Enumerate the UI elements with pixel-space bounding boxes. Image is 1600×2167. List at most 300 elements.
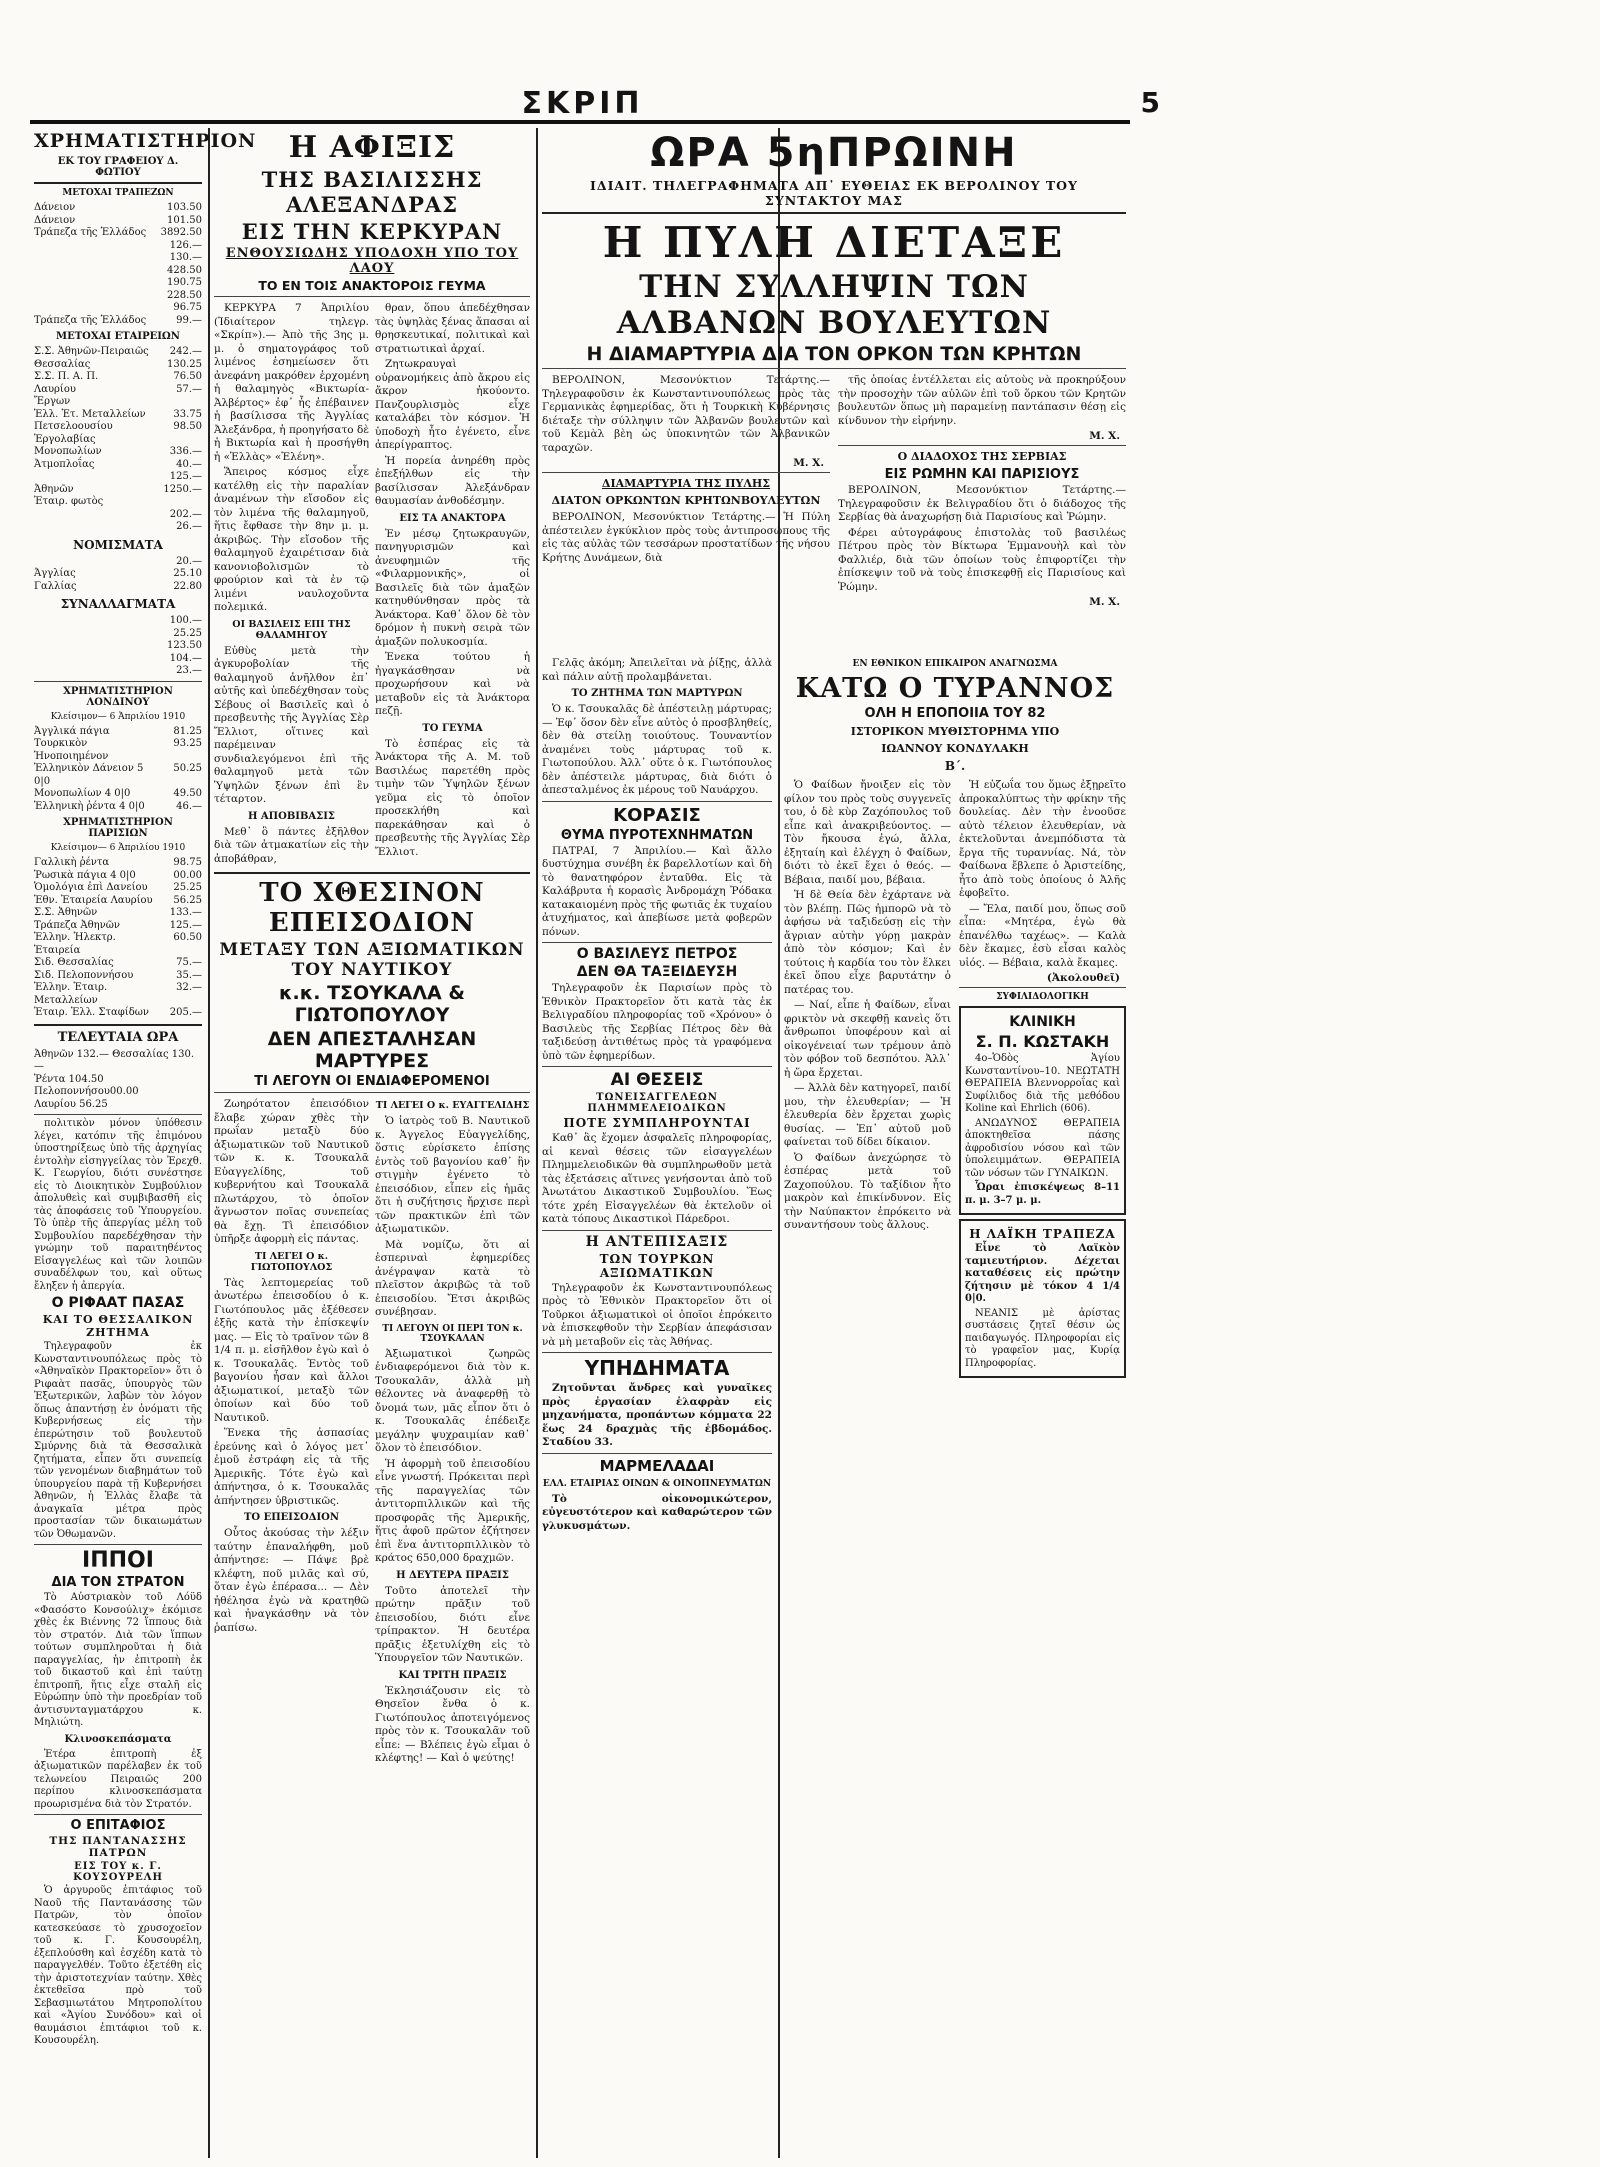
price-value: 81.25 [173,725,202,737]
article-text: Ὁ Φαίδων ἀνεχώρησε τὸ ἑσπέρας μετὰ τοῦ Ζαχοπούλου. Τὸ ταξίδιον ἦτο μακρὸν καὶ ἐπικίνδυνον. Εἰς τὴν Ναύπακτον ἐπρόκειτο νὰ συναντήσουν τοὺς ἄλλους. [784,1151,951,1231]
gate-subheadline: Η ΔΙΑΜΑΡΤΥΡΙΑ ΔΙΑ ΤΟΝ ΟΡΚΟΝ ΤΩΝ ΚΡΗΤΩΝ [586,343,1082,365]
price-row [34,726,202,739]
berlin-article-left [542,372,830,610]
price-row [34,434,202,447]
price-label: Ἑλληνικὴ ῥέντα 4 0|0 [34,800,145,812]
price-value: 123.50 [167,640,202,651]
price-value: 40.— [176,458,202,470]
london-title: ΧΡΗΜΑΤΙΣΤΗΡΙΟΝ ΛΟΝΔΙΝΟΥ [63,685,173,708]
article-text: Καθ᾽ ἃς ἔχομεν ἀσφαλεῖς πληροφορίας, αἱ κεναὶ θέσεις τῶν εἰσαγγελέων Πλημμελειοδικῶν θὰ συμπληρωθοῦν μετὰ τὰς ἐξετάσεις αἵτινες γενήσονται ἀπὸ τοῦ Ἀνωτάτου Δικαστικοῦ Συμβουλίου. Ἕως τότε χρέη Εἰσαγγελέων θὰ ἐκτελοῦν οἱ κατὰ τόπους Δικαστικοὶ Πάρεδροι. [542,1132,772,1225]
serbia-title-2: ΕΙΣ ΡΩΜΗΝ ΚΑΙ ΠΑΡΙΣΙΟΥΣ [884,467,1080,482]
paris-date: Κλείσιμον— 6 Ἀπριλίου 1910 [50,843,186,853]
article-text: Ἐν μέσῳ ζητωκραυγῶν, πανηγυρισμῶν καὶ ἀνευφημιῶν τῆς «Φιλαρμονικῆς», οἱ Βασιλεῖς διὰ τῶν ἀμαξῶν κατηυθύνθησαν πρὸς τὰ Ἀνάκτορα. Καθ᾽ ὅλον δὲ τὸν δρόμον ἡ πυκνὴ σειρὰ τῶν ἀμαξῶν πολυκοσμία. [375,527,530,648]
price-row [34,907,202,920]
price-value: 190.75 [167,277,202,288]
article-text: — Ἀλλὰ δὲν κατηγορεῖ, παιδί μου, τὴν ἐλευθερίαν; — Ἡ ἐλευθερία δὲν ἔρχεται χωρὶς θυσίας. — Ἐπ᾽ αὐτοῦ μοῦ φαίνεται τοῦ δίδει δίκαιον. [784,1082,951,1148]
divider [34,1114,202,1115]
paris-title: ΧΡΗΜΑΤΙΣΤΗΡΙΟΝ ΠΑΡΙΣΙΩΝ [63,817,173,839]
divider [34,681,202,682]
price-label: Ἑλλην. Ἑταιρ. Μεταλλείων [34,982,108,1006]
article-text: Ἡ πορεία ἀνηρέθη πρὸς ἐπεξήλθων εἰς τὴν βασίλισσαν Ἀλεξάνδραν θαυμασίαν ἀνθοδέσμην. [375,454,530,507]
divider [542,801,772,802]
column-serial [784,655,1126,2155]
price-value: 1250.— [163,483,202,495]
price-value: 336.— [169,446,202,457]
price-row [34,982,202,1007]
price-label: Ἀθηνῶν [34,483,74,495]
price-row [34,346,202,359]
article-text: πολιτικὸν μόνον ὑπόθεσιν λέγει, κατόπιν τῆς ἐπιμόνου ὑποστηρίξεως ὑπὸ τῆς ἀρχηγίας ἐντολὴν εἰσηγγείλας τὸν Ἐρεχθ. Κ. Γεωργίου, διότι συνέστησε εἰς τὸ Διοικητικὸν Συμβούλιον ἀπολυθεὶς καὶ συμβιβασθῆ εἰς τὰς ἀποφάσεις τοῦ Ὑπουργείου. Τὸ ὑπὲρ τῆς ἀπεργίας μέλη τοῦ Συμβουλίου παρεδέχθησαν τὴν γνώμην τοῦ παραιτηθέντος Εἰσαγγελέως καὶ τῶν λοιπῶν συναδέλφων του, καὶ οὕτως ἔληξεν ἡ ἀπεργία. [34,1118,202,1292]
price-value: 25.10 [173,568,202,579]
serial-chapter: Β΄. [944,759,966,773]
article-text: ΒΕΡΟΛΙΝΟΝ, Μεσονύκτιον Τετάρτης.— Ἡ Πύλη ἀπέστειλεν ἐγκύκλιον πρὸς τοὺς ἀντιπροσώπους τῆς εἰς τὰς αὐλὰς τῶν τεσσάρων προστατίδων τῆς νήσου Κρήτης Δυνάμεων, διὰ [542,511,830,564]
price-row [34,640,202,653]
price-row [34,227,202,240]
price-label: Ἔργων [34,396,71,407]
subhead: Η ΑΠΟΒΙΒΑΣΙΣ [247,810,335,822]
divider [34,1024,202,1026]
price-row [34,302,202,315]
epitaph-subtitle: ΤΗΣ ΠΑΝΤΑΝΑΣΣΗΣ ΠΑΤΡΩΝ [49,1835,187,1859]
queen-title-2: ΤΗΣ ΒΑΣΙΛΙΣΣΗΣ ΑΛΕΞΑΝΔΡΑΣ [261,167,483,217]
article-text: Ζητωκραυγαὶ οὐρανομήκεις ἀπὸ ἄκρου εἰς ἄκρον ἠκούοντο. Πανζουρλισμὸς εἶχε καταλάβει τὸν κόσμον. Ἡ ὑποδοχὴ ἦτο ἐγένετο, εἶνε ἀπερίγραπτος. [375,358,530,451]
price-label: Σιδ. Θεσσαλίας [34,957,114,968]
incident-article [214,1096,530,1768]
article-text: τῆς ὁποίας ἐντέλλεται εἰς αὐτοὺς νὰ προκηρύξουν τὴν προσοχὴν τῶν αὐλῶν ἐπὶ τοῦ ὅρκου τῶν Κρητῶν βουλευτῶν ὅπως μὴ παραμείνῃ παντάπασιν θέσῃ εἰς κίνδυνον τὴν εἰρήνην. [838,374,1126,427]
article-text: Τηλεγραφοῦν ἐκ Κωνσταντινουπόλεως πρὸς τὸ Ἐθνικὸν Πρακτορεῖον ὅτι οἱ Τοῦρκοι ἀξιωματικοὶ οἱ ὁποῖοι ἐπρόκειτο νὰ ἐπισκεφθοῦν τὴν Σερβίαν ἀπεφάσισαν νὰ μὴ μεταβοῦν εἰς τὰς Ἀθήνας. [542,1281,772,1348]
price-row [34,882,202,895]
rifaat-subtitle: ΚΑΙ ΤΟ ΘΕΣΣΑΛΙΚΟΝ ΖΗΤΗΜΑ [42,1313,194,1339]
article-text: Ὁ ἀργυροῦς ἐπιτάφιος τοῦ Ναοῦ τῆς Παντανάσσης τῶν Πατρῶν, τὸν ὁποῖον κατεσκεύασε τὸ χρυσοχοεῖον τοῦ κ. Γ. Κουσουρέλη, ἐξεπλούσθη καὶ ἐσχέδη κατὰ τὸ παραγγελθέν. Τοῦτο ἐξετέθη εἰς τὴν ἀριστοτεχνίαν ταύτην. Χθὲς ἐκτεθεῖσα πρὸ τοῦ Σεβασμιωτάτου Μητροπολίτου καὶ «Ἀγίου Συνόδου» καὶ οἱ θαυμάσιοι ἐπιτάφιοι τοῦ κ. Κουσουρέλη. [34,1885,202,2046]
serial-kicker: ΕΝ ΕΘΝΙΚΟΝ ΕΠΙΚΑΙΡΟΝ ΑΝΑΓΝΩΣΜΑ [852,659,1058,669]
price-label: Λαυρίου [34,383,76,395]
price-value: 98.50 [173,421,202,432]
price-label: Ῥωσικὰ πάγια 4 0|0 [34,869,136,881]
price-label: Ἑλλην. Ἠλεκτρ. Ἑταιρεία [34,932,116,956]
article-text: Ζωηρότατον ἐπεισόδιον ἔλαβε χώραν χθὲς τὴν πρωΐαν μεταξὺ δύο ἀξιωματικῶν τοῦ Ναυτικοῦ τῶν κ. κ. Τσουκαλᾶ Εὐαγγελίδης, τοῦ κυβερνήτου καὶ Τσουκαλᾶ πλωτάρχου, τὸ ὁποῖον ἄγνωστον ποῖας συνεπείας θὰ ἔχῃ. Τὶ ἐπεισόδιον ὑπῆρξε ἀφορμὴ εἰς πάντας. [214,1098,369,1245]
price-label: Σιδ. Πελοποννήσου [34,969,134,981]
article-text: Εὐθὺς μετὰ τὴν ἀγκυροβολίαν τῆς θαλαμηγοῦ ἀνῆλθον ἐπ᾽ αὐτῆς καὶ ὑπεδέχθησαν τοὺς Σέβους οἱ Βασιλεῖς καὶ ὁ πρεσβευτὴς τῆς Ἀγγλίας Σὲρ Ἔλλιοτ, οἵτινες καὶ παρέμειναν συνδιαλεγόμενοι ἐπὶ τῆς θαλαμηγοῦ μετὰ τῶν Ὑψηλῶν ξένων ἐπὶ ἓν τέταρτον. [214,644,369,805]
price-value: 75.— [176,957,202,968]
article-text: Ἀξιωματικοὶ ζωηρῶς ἐνδιαφερόμενοι διὰ τὸν κ. Τσουκαλᾶν, ἀλλὰ μὴ θέλοντες νὰ ἀναφερθῇ τὸ ὄνομά των, μᾶς εἶπον ὅτι ὁ κ. Τσουκαλᾶς ἐπέδειξε μεγάλην ψυχραιμίαν καθ᾽ ὅλον τὸ ἐπεισόδιον. [375,1347,530,1454]
divider [542,1230,772,1231]
price-row [34,252,202,265]
price-row [34,315,202,328]
article-text: Ἑτέρα ἐπιτροπὴ ἐξ ἀξιωματικῶν παρέλαβεν ἐκ τοῦ τελωνείου Πειραιῶς 200 περίπου κλινοσκεπάσματα προωρισμένα διὰ τὸν Στρατόν. [34,1748,202,1810]
price-row [34,396,202,409]
serial-body [784,777,1126,1382]
price-row [34,788,202,801]
price-row [34,446,202,459]
queen-title: Η ΑΦΙΞΙΣ [288,130,456,165]
subhead: ΤΙ ΛΕΓΟΥΝ ΟΙ ΠΕΡΙ ΤΟΝ κ. ΤΣΟΥΚΑΛΑΝ [382,1323,523,1344]
berlin-article [542,372,1126,610]
divider [542,472,830,473]
section-currency: ΝΟΜΙΣΜΑΤΑ [73,537,163,552]
divider [542,942,772,943]
price-value: 99.— [176,314,202,326]
article-text: Τὰς λεπτομερείας τοῦ ἀνωτέρω ἐπεισοδίου ὁ κ. Γιωτόπουλος μᾶς ἐξέθεσεν ἐξῆς κατὰ τὴν ἐπίσκεψίν μας. — Εἰς τὸ τραῖνον τῶν 8 1/4 π. μ. εἰσῆλθον ἐγὼ καὶ ὁ κ. Τσουκαλᾶς. Ἐντὸς τοῦ βαγονίου ἦσαν καὶ ἄλλοι ἀξιωματικοί, μεταξὺ τῶν ὁποίων καὶ δύο τοῦ Ναυτικοῦ. [214,1276,369,1424]
ad-text: ΝΕΑΝΙΣ μὲ ἀρίστας συστάσεις ζητεῖ θέσιν ὡς παιδαγωγός. Πληροφορίαι εἰς τὸ γραφεῖον μας, Κυρίᾳ Πληροφορίας. [965,1307,1120,1369]
queen-article [214,300,530,868]
last-hour-line: Ἀθηνῶν 132.— Θεσσαλίας 130.— [34,1048,195,1072]
column-market [34,128,257,2158]
clinic-doctor: Σ. Π. ΚΩΣΤΑΚΗ [975,1032,1110,1051]
price-label: Θεσσαλίας [34,358,91,370]
posts-title-3: ΠΟΤΕ ΣΥΜΠΛΗΡΟΥΝΤΑΙ [563,1116,751,1130]
article-text: Μὰ νομίζω, ὅτι αἱ ἑσπεριναὶ ἐφημερίδες ἀνέγραψαν κατὰ τὸ πλεῖστον ἀκριβῶς τὰ τοῦ ἐπεισοδίου. Ἔτσι ἀκριβῶς συνέβησαν. [375,1238,530,1318]
currency-list [34,556,202,594]
price-label: Ἐταιρ. φωτὸς [34,496,104,507]
epitaph-subtitle: ΕΙΣ ΤΟΥ κ. Γ. ΚΟΥΣΟΥΡΕΛΗ [73,1861,163,1883]
subhead: Η ΔΕΥΤΕΡΑ ΠΡΑΞΙΣ [396,1569,509,1581]
subhead: ΤΙ ΛΕΓΕΙ Ο κ. ΕΥΑΓΓΕΛΙΔΗΣ [375,1100,530,1111]
price-value: 205.— [169,1007,202,1018]
clinic-title: ΚΛΙΝΙΚΗ [1009,1014,1076,1030]
price-label: Ἐθν. Ἐταιρεία Λαυρίου [34,894,153,906]
serial-title: ΚΑΤΩ Ο ΤΥΡΑΝΝΟΣ [795,673,1115,704]
price-value: 242.— [169,346,202,357]
newspaper-name: ΣΚΡΙΠ [521,86,644,121]
price-row [34,568,202,581]
byline: Μ. Χ. [1089,596,1120,608]
loans-list [34,202,202,327]
incident-title: ΤΟ ΧΘΕΣΙΝΟΝ ΕΠΕΙΣΟΔΙΟΝ [259,878,485,938]
price-value: 23.— [176,665,202,676]
clinic-kicker: ΣΥΦΙΛΙΔΟΛΟΓΙΚΗ [996,992,1089,1002]
posts-title: ΑΙ ΘΕΣΕΙΣ [610,1070,704,1090]
price-value: 32.— [176,982,202,993]
bank-title: Η ΛΑΪΚΗ ΤΡΑΠΕΖΑ [969,1227,1116,1241]
price-value: 26.— [176,521,202,532]
price-row [34,509,202,522]
article-text: Τοῦτο ἀποτελεῖ τὴν πρώτην πρᾶξιν τοῦ ἐπεισοδίου, διότι εἶνε τρίπρακτον. Ἡ δευτέρα πρᾶξις ἐξετυλίχθη εἰς τὸ Ὑπουργεῖον τῶν Ναυτικῶν. [375,1584,530,1664]
subhead: ΤΟ ΓΕΥΜΑ [422,722,483,734]
price-value: 00.00 [173,869,202,881]
subhead: ΚΑΙ ΤΡΙΤΗ ΠΡΑΞΙΣ [398,1669,507,1681]
price-value: 57.— [176,383,202,395]
price-value: 428.50 [167,264,202,276]
price-value: 56.25 [173,894,202,906]
price-value: 228.50 [167,289,202,301]
price-row [34,801,202,814]
price-row [34,1007,202,1020]
price-label: Ἐργολαβίας [34,433,96,445]
price-label: Σ.Σ. Ἀθηνῶν [34,907,98,918]
price-row [34,215,202,228]
price-label: Ἀγγλίας [34,568,76,579]
divider [542,1453,772,1454]
byline: Μ. Χ. [1089,430,1120,442]
continued-note: (Ἀκολουθεῖ) [1046,972,1120,984]
article-text: — Ἔλα, παιδί μου, ὅπως σοῦ εἶπα: «Μητέρα, ἐγὼ θὰ ἐπανέλθω ταχέως». — Καλὰ δὲν ἔκαμες, ἐσὺ εἶσαι καλὸς υἱός. — Βέβαια, καλὰ ἔκαμες. [959,902,1126,969]
price-value: 60.50 [173,932,202,943]
subhead: ΤΙ ΛΕΓΕΙ Ο κ. ΓΙΩΤΟΠΟΥΛΟΣ [250,1250,333,1273]
serial-body-right [959,777,1126,1382]
price-label: Δάνειον [34,202,76,213]
horses-title: ΙΠΠΟΙ [82,1548,154,1573]
article-text: — Ναί, εἶπε ἡ Φαίδων, εἶναι φρικτὸν νὰ σκεφθῇ κανεὶς ὅτι ἄνθρωποι ὑποφέρουν καὶ αἱ οἰκογένειαί των τρέμουν ἀπὸ τὸν φόβον τοῦ δεσπότου. Ἀλλ᾽ ἡ ὥρα ἔρχεται. [784,999,951,1079]
price-value: 103.50 [167,202,202,213]
column-queen [214,128,530,2158]
divider [838,445,1126,446]
price-value: 104.— [169,652,202,664]
price-label: Τράπεζα τῆς Ἑλλάδος [34,227,147,238]
price-row [34,895,202,908]
gate-headline: Η ΠΥΛΗ ΔΙΕΤΑΞΕ [602,218,1066,267]
paris-list [34,857,202,1020]
korasis-subtitle: ΘΥΜΑ ΠΥΡΟΤΕΧΝΗΜΑΤΩΝ [560,827,754,843]
price-value [156,434,202,447]
price-label: Τράπεζα τῆς Ἑλλάδος [34,314,147,326]
price-row [34,202,202,215]
price-row [34,265,202,278]
price-row [34,496,202,509]
price-row [34,277,202,290]
london-list [34,726,202,814]
article-text: Γελᾷς ἀκόμη; Ἀπειλεῖται νὰ ῥίξῃς, ἀλλὰ καὶ πάλιν αὐτῇ προλαμβάνεται. [542,657,772,683]
serbia-title: Ο ΔΙΑΔΟΧΟΣ ΤΗΣ ΣΕΡΒΙΑΣ [897,450,1067,463]
price-row [34,957,202,970]
article-text: Ἐκλησιάζουσιν εἰς τὸ Θησεῖον ἔνθα ὁ κ. Γιωτόπουλος ἀποτειγόμενος πρὸς τὸν κ. Τσουκαλᾶν τοῦ εἶπε: — Βλέπεις ἐγὼ εἶμαι ὁ κλέφτης! — Καὶ ὁ ψεύτης! [375,1684,530,1764]
incident-title-4: ΔΕΝ ΑΠΕΣΤΑΛΗΣΑΝ ΜΑΡΤΥΡΕΣ [267,1028,477,1072]
article-text: Μεθ᾽ ὃ πάντες ἐξῆλθον διὰ τῶν ἀτμακατίων εἰς τὴν ἀποβάθραν, [214,825,369,865]
bank-ad [959,1219,1126,1378]
price-value: 130.— [169,252,202,263]
incident-subtitle: ΤΙ ΛΕΓΟΥΝ ΟΙ ΕΝΔΙΑΦΕΡΟΜΕΝΟΙ [254,1074,490,1089]
article-text: ΒΕΡΟΛΙΝΟΝ, Μεσονύκτιον Τετάρτης.— Τηλεγραφοῦσιν ἐκ Κωνσταντινουπόλεως πρὸς τὰς Γερμανικὰς ἐφημερίδας, ὅτι ἡ Τουρκικὴ Κυβέρνησις διέταξε τὴν σύλληψιν τῶν Ἀλβανῶν βουλευτῶν καὶ τοῦ Κεμὰλ βὲη ὡς ὑποκινητῶν τῶν Ἀλβανικῶν ταραχῶν. [542,374,830,454]
price-value: 130.25 [167,358,202,370]
marmalade-subtitle: ΕΛΛ. ΕΤΑΙΡΙΑΣ ΟΙΝΩΝ & ΟΙΝΟΠΝΕΥΜΑΤΩΝ [542,1478,772,1489]
divider [542,368,1126,369]
price-value: 100.— [169,615,202,626]
price-row [34,738,202,763]
incident-title-2: ΜΕΤΑΞΥ ΤΩΝ ΑΞΙΩΜΑΤΙΚΩΝ ΤΟΥ ΝΑΥΤΙΚΟΥ [219,940,525,980]
article-text: Ὁ Φαίδων ἤνοιξεν εἰς τὸν φίλον του πρὸς τοὺς συγγενεῖς του, ὁ δὲ κὺρ Ζαχόπουλος τοῦ εἶπε καὶ ἀνακριβεύοντος. — Τὸν ἤκουσα ἐγώ, ἄλλα, ἐξηταίη καὶ ἐλέγχη ὁ Φαίδων, διότι τὸ ἐκεῖ ἔχει ὁ θεός. — Βέβαια, παιδί μου, βέβαια. [784,779,951,886]
price-row [34,359,202,372]
queen-subtitle-2: ΤΟ ΕΝ ΤΟΙΣ ΑΝΑΚΤΟΡΟΙΣ ΓΕΥΜΑ [258,278,486,293]
price-row [34,920,202,933]
price-label: Δάνειον [34,214,76,226]
companies-list [34,346,202,534]
incident-title-3: κ.κ. ΤΣΟΥΚΑΛΑ & ΓΙΩΤΟΠΟΥΛΟΥ [279,982,465,1026]
peter-title: Ο ΒΑΣΙΛΕΥΣ ΠΕΤΡΟΣ [576,946,738,962]
price-value: 20.— [176,555,202,567]
article-text: ΒΕΡΟΛΙΝΟΝ, Μεσονύκτιον Τετάρτης.— Τηλεγραφοῦσιν ἐκ Βελιγραδίου ὅτι ὁ διάδοχος τῆς Σερβίας θὰ ἀναχωρήσῃ διὰ Παρισίους καὶ Ῥώμην. [838,484,1126,523]
article-text: Ἡ εὐζωΐα του ὅμως ἐξῃρεῖτο ἀπροκαλύπτως τὴν φρίκην τῆς δουλείας. Δὲν τὴν ἐνοοῦσε αὐτὸ τέλειον ἐλευθερίαν, νὰ ἐκτελοῦνται ἀνεμπόδιστα τὰ ἔργα τῆς τυραννίας. Νά, τὸν Φαίδωνα ἔβλεπε ὁ Ἀριστείδης, ἦτο ἀπὸ τοὺς ὁποίους ὁ Ἀλῆς ἐφοβεῖτο. [959,779,1126,899]
gate-headline-2: ΤΗΝ ΣΥΛΛΗΨΙΝ ΤΩΝ ΑΛΒΑΝΩΝ ΒΟΥΛΕΥΤΩΝ [616,269,1052,341]
banner-headline: ΩΡΑ 5ηΠΡΩΙΝΗ [650,130,1018,176]
ad-text: Τὸ οἰκονομικώτερον, εὐγευστότερον καὶ καθαρώτερον τῶν γλυκυσμάτων. [542,1492,772,1532]
price-label: Μονοπωλίων [34,446,102,457]
divider [34,1814,202,1815]
jobs-title: ΥΠΗΔΗΜΑΤΑ [584,1356,730,1380]
price-row [34,665,202,678]
section-loans: ΜΕΤΟΧΑΙ ΤΡΑΠΕΖΩΝ [62,188,174,198]
price-row [34,409,202,422]
article-text: Ὁ κ. Τσουκαλᾶς δὲ ἀπέστειλῃ μάρτυρας; — Ἐφ᾽ ὅσον δὲν εἶνε αὐτὸς ὁ προσβληθείς, δὲν θὰ στείλῃ τοιούτους. Τουναντίον ἀναμένει τοὺς μάρτυρας τοῦ κ. Γιωτοπούλου. Ἀλλ᾽ οὔτε ὁ κ. Γιωτόπουλος δὲν ἀπέστειλε μάρτυρας, διὰ διότι ὁ ἀπεσταλμένος ἐκ μέρους τοῦ Ναυάρχου. [542,703,772,796]
article-text: Φέρει αὐτογράφους ἐπιστολὰς τοῦ βασιλέως Πέτρου πρὸς τὸν Βίκτωρα Ἐμμανουὴλ καὶ τὸν Φαλλιέρ, διὰ τῶν ὁποίων τοὺς ἐπιφορτίζει τὴν ἐπίσκεψιν τοῦ νὰ τοὺς ἐπισκεφθῇ εἰς Παρισίους καὶ Ῥώμην. [838,526,1126,593]
price-label: Ἀτμοπλοΐας [34,458,95,470]
price-row [34,857,202,870]
column-berlin [542,128,1126,648]
article-text: Ἐνεκα τούτου ἡ ἠγαγκάσθησαν νὰ προχωρήσουν καὶ νὰ μεταβοῦν εἰς τὰ Ἀνάκτορα πεζῇ. [375,651,530,717]
price-value: 125.— [169,471,202,482]
serial-body-left [784,777,951,1382]
article-text: Ἡ δὲ Θεία δὲν ἐχάρτανε νὰ τὸν βλέπῃ. Πῶς ἠμπορῶ νὰ τὸ ἀφήσω νὰ ταξιδεύσῃ εἰς τὴν ἄγριαν αὐτὴν γύρῃ μακρὰν ἀπὸ τὸν κόσμον; Καὶ ἐν τούτοις ἡ καρδία του τὸν ἕλκει ἐκεῖ ὅπου εἶχε βαρυτάτην ὁ πατέρας του. [784,889,951,996]
price-row [34,240,202,253]
price-row [34,970,202,983]
divider [542,212,1126,214]
price-value: 96.75 [173,302,202,313]
article-text: Τὸ ἑσπέρας εἰς τὰ Ἀνάκτορα τῆς Α. Μ. τοῦ Βασιλέως παρετέθη πρὸς τιμὴν τῶν Ὑψηλῶν ξένων γεῦμα εἰς τὸ ὁποῖον προσεκλήθη καὶ παρεκάθησαν καὶ ὁ πρεσβευτὴς τῆς Ἀγγλίας Σὲρ Ἔλλιοτ. [375,737,530,858]
horses-subtitle: ΔΙΑ ΤΟΝ ΣΤΡΑΤΟΝ [51,1575,185,1590]
banner-strap: ΙΔΙΑΙΤ. ΤΗΛΕΓΡΑΦΗΜΑΤΑ ΑΠ᾽ ΕΥΘΕΙΑΣ ΕΚ ΒΕΡΟΛΙΝΟΥ ΤΟΥ ΣΥΝΤΑΚΤΟΥ ΜΑΣ [590,178,1078,208]
price-value: 133.— [169,907,202,918]
price-value: 46.— [176,800,202,812]
rifaat-title: Ο ΡΙΦΑΑΤ ΠΑΣΑΣ [51,1295,185,1311]
divider [214,1092,530,1093]
byline: Μ. Χ. [793,457,824,469]
epitaph-title: Ο ΕΠΙΤΑΦΙΟΣ [70,1818,166,1833]
last-hour-line: Λαυρίου 56.25 [34,1098,108,1110]
serial-subtitle: ΟΛΗ Η ΕΠΟΠΟΙΙΑ ΤΟΥ 82 [864,706,1046,721]
price-row [34,290,202,303]
subhead: ΟΙ ΒΑΣΙΛΕΙΣ ΕΠΙ ΤΗΣ ΘΑΛΑΜΗΓΟΥ [232,618,351,641]
divider [214,296,530,297]
queen-title-3: ΕΙΣ ΤΗΝ ΚΕΡΚΥΡΑΝ [241,219,503,244]
reprisals-title-2: ΤΩΝ ΤΟΥΡΚΩΝ ΑΞΙΩΜΑΤΙΚΩΝ [599,1251,715,1280]
article-text: Ἡ ἀφορμὴ τοῦ ἐπεισοδίου εἶνε γνωστή. Πρόκειται περὶ τῆς παραγγελίας τῶν ἀντιτορπιλλικῶν καὶ τῆς προσφορᾶς τῆς Ἀμερικῆς, ἥτις ἀφοῦ πρῶτον ἐζήτησεν ἐπὶ ἕνα ἀντιτορπιλλικὸν τὸ κράτος 650,000 δραχμῶν. [375,1457,530,1564]
article-text: Ἅπειρος κόσμος εἶχε κατέλθῃ εἰς τὴν παραλίαν ἀναμένων τὴν εἴσοδον εἰς τὸν λιμένα τῆς θαλαμηγοῦ, ἥτις ἔφθασε τὴν 8ην μ. μ. ἀκριβῶς. Τὴν εἴσοδον τῆς θαλαμηγοῦ ἐχαιρέτισαν διὰ κανονιοβολισμῶν τὸ φρούριον καὶ τὰ ἐν τῷ λιμένι ναυλοχοῦντα πολεμικά. [214,466,369,613]
price-label: Ἑλλ. Ἐτ. Μεταλλείων [34,408,146,420]
price-row [34,581,202,594]
last-hour-line: Ῥέντα 104.50 Πελοποννήσου00.00 [34,1073,139,1097]
price-row [34,615,202,628]
posts-title-2: ΤΩΝΕΙΣΑΓΓΕΛΕΩΝ ΠΛΗΜΜΕΛΕΙΟΔΙΚΩΝ [587,1092,727,1114]
price-label: Σ.Σ. Ἀθηνῶν-Πειραιῶς [34,346,149,357]
section-companies: ΜΕΤΟΧΑΙ ΕΤΑΙΡΕΙΩΝ [56,331,180,342]
article-text: Ὁ ἰατρὸς τοῦ Β. Ναυτικοῦ κ. Ἀγγελος Εὐαγγελίδης, ὅστις εὑρίσκετο ἐπίσης ἐντὸς τοῦ βαγονίου καθ᾽ ἣν στιγμὴν ἐγένετο τὸ ἐπεισόδιον, εἶπεν εἰς ἡμᾶς ὅτι ἡ συζήτησις ἤρχισε περὶ τῶν πρακτικῶν ἐπὶ τῶν ἀξιωματικῶν. [375,1115,530,1235]
serial-author: ΙΩΑΝΝΟΥ ΚΟΝΔΥΛΑΚΗ [881,742,1029,755]
peter-title-2: ΔΕΝ ΘΑ ΤΑΞΕΙΔΕΥΣΗ [576,964,738,980]
price-value: 49.50 [173,788,202,799]
korasis-title: ΚΟΡΑΣΙΣ [613,804,701,826]
exchange-list [34,615,202,678]
price-value: 33.75 [173,408,202,420]
price-value: 125.— [169,919,202,931]
price-value: 25.25 [173,627,202,639]
column-divider [208,128,210,2158]
price-row [34,932,202,957]
price-value: 22.80 [173,580,202,592]
serial-subtitle-2: ΙΣΤΟΡΙΚΟΝ ΜΥΘΙΣΤΟΡΗΜΑ ΥΠΟ [850,725,1060,738]
price-label: Τουρκικὸν Ἡνοποιημένον [34,738,109,762]
price-label: Ἐταιρ. Ἑλλ. Σταφίδων [34,1007,149,1018]
price-label: Πετσελοουσίου [34,421,113,432]
price-value: 3892.50 [160,227,202,238]
price-row [34,484,202,497]
price-value: 93.25 [173,738,202,749]
masthead-rule [30,120,1130,124]
price-value [156,396,202,409]
queen-article-right [375,300,530,868]
price-row [34,521,202,534]
ad-text: Ὧραι ἐπισκέψεως 8–11 π. μ. 3–7 μ. μ. [965,1182,1120,1206]
protest-title: ΔΙΑΜΑΡΤΥΡΙΑ ΤΗΣ ΠΥΛΗΣ [601,477,771,490]
price-label: Ἀγγλικά πάγια [34,725,110,737]
incident-article-left [214,1096,369,1768]
price-label: Σ.Σ. Π. Α. Π. [34,371,99,382]
price-row [34,421,202,434]
price-label: Ἑλληνικὸν Δάνειον 5 0|0 [34,763,144,787]
divider [214,872,530,874]
price-value [156,496,202,509]
subhead: ΤΟ ΕΠΕΙΣΟΔΙΟΝ [243,1512,340,1523]
last-hour-title: ΤΕΛΕΥΤΑΙΑ ΩΡΑ [57,1029,179,1045]
ad-text: 4ο–Ὁδὸς Ἁγίου Κωνσταντίνου–10. ΝΕΩΤΑΤΗ ΘΕΡΑΠΕΙΑ Βλεννορροΐας καὶ Συφίλιδος διὰ τῆς μεθόδου Koline καὶ Ehrlich (606). [965,1053,1120,1114]
price-value: 25.25 [173,882,202,893]
article-text: Τὸ Αὐστριακὸν τοῦ Λόϋδ «Φασόστο Κονσούλιχ» ἐκόμισε χθὲς ἐκ Βιέννης 72 ἵππους διὰ τὸν στρατόν. Διὰ τῶν ἵππων τούτων συμπληροῦται ἡ διὰ παραγγελίας, ἡν ἐπιτροπὴ ἐκ τοῦ δικαστοῦ καὶ ἐπὶ ταύτῃ ἐπιτροπῆ, ἥτις εἶχε σταλῆ εἰς Εὐρώπην ὑπὸ τὴν προεδρίαν τοῦ ἀντισυνταγματάρχου κ. Μηλιώτη. [34,1592,202,1728]
incident-article-right [375,1096,530,1768]
article-text: ΚΕΡΚΥΡΑ 7 Ἀπριλίου (Ἰδιαίτερον τηλεγρ. «Σκρίπ»).— Ἀπὸ τῆς 3ης μ. μ. ὁ σηματογράφος τοῦ λιμένος ἐσημείωσεν ὅτι ἀνεφάνη μακρόθεν ἐρχομένη ἡ θαλαμηγὸς «Βικτωρία-Ἀλβέρτος» ἐφ᾽ ἧς ἐπέβαινεν ἡ βασίλισσα τῆς Ἀγγλίας Ἀλεξάνδρα, ἡ προηγήσατο δὲ ἡ Βικτωρία καὶ ἡ προσήγθη ἡ «Ἑλλὰς» «Ἑλένη». [214,302,369,463]
price-row [34,471,202,484]
price-value: 35.— [176,969,202,981]
price-row [34,384,202,397]
column-divider [536,128,538,2158]
queen-subtitle: ΕΝΘΟΥΣΙΩΔΗΣ ΥΠΟΔΟΧΗ ΥΠΟ ΤΟΥ ΛΑΟΥ [225,246,519,276]
market-subtitle: ΕΚ ΤΟΥ ΓΡΑΦΕΙΟΥ Δ. ΦΩΤΙΟΥ [57,156,179,178]
london-date: Κλείσιμον— 6 Ἀπριλίου 1910 [50,711,186,722]
price-row [34,371,202,384]
marmalade-title: ΜΑΡΜΕΛΑΔΑΙ [599,1456,715,1475]
page-number: 5 [1140,86,1160,119]
market-title: ΧΡΗΜΑΤΙΣΤΗΡΙΟΝ [34,130,257,152]
queen-article-left [214,300,369,868]
reprisals-title: Η ΑΝΤΕΠΙΣΑΞΙΣ [585,1233,729,1250]
price-label: Γαλλίας [34,580,77,592]
section-exchange: ΣΥΝΑΛΛΑΓΜΑΤΑ [60,597,176,611]
column-news [542,655,772,2155]
ad-text: ΑΝΩΔΥΝΟΣ ΘΕΡΑΠΕΙΑ ἀποκτηθεῖσα πάσης ἀφροδισίου νόσου καὶ τῶν ὑπολειμμάτων. ΘΕΡΑΠΕΙΑ τῶν νόσων τῶν ΓΥΝΑΙΚΩΝ. [965,1117,1120,1179]
article-text: Τηλεγραφοῦν ἐκ Παρισίων πρὸς τὸ Ἐθνικὸν Πρακτορεῖον ὅτι κατὰ τὰς ἐκ Βελιγραδίου πληροφορίας τοῦ «Χρόνου» ὁ Βασιλεὺς τῆς Σερβίας Πέτρος δὲν θὰ ταξιδεύσῃ ἀντιθέτως πρὸς τὰ γραφόμενα ὑπὸ τῶν ἐφημερίδων. [542,982,772,1062]
price-row [34,763,202,788]
price-row [34,459,202,472]
article-text: Ἕνεκα τῆς ἀσπασίας ἐρεύνης καὶ ὁ λόγος μετ᾽ ἐμοῦ ἐστράφη εἰς τὰ τῆς Ἀμερικῆς. Τότε ἐγὼ καὶ ἀπήντησα, ὁ κ. Τσουκαλᾶς ἀπήντησεν ὑβριστικῶς. [214,1427,369,1507]
article-text: Τηλεγραφοῦν ἐκ Κωνσταντινουπόλεως πρὸς τὸ «Ἀθηναϊκὸν Πρακτορεῖον» ὅτι ὁ Ριφαὰτ πασᾶς, ὑπουργὸς τῶν Ἐξωτερικῶν, λαβὼν τὸν λόγον ὅπως ἀπαντήσῃ ἐν ὀνόματι τῆς Κυβερνήσεως εἰς τὴν ἐπερώτησιν τοῦ βουλευτοῦ Σμύρνης διὰ τὰ Θεσσαλικὰ ζητήματα, εἶπεν ὅτι συνεπείᾳ τῶν γενομένων διαβημάτων τοῦ ὑπουργείου παρὰ τῇ Κυβερνήσει Ἀθηνῶν, ἡ Ἑλλὰς ἔλαβε τὰ ἀναγκαῖα μέτρα πρὸς προστασίαν τῶν δικαιωμάτων τῶν Ὀθωμανῶν. [34,1341,202,1540]
divider [34,182,202,184]
clinic-ad [959,1006,1126,1215]
price-value: 50.25 [173,763,202,774]
price-value: 101.50 [167,214,202,226]
divider [542,1066,772,1067]
divider [959,987,1126,988]
price-row [34,556,202,569]
article-text: Οὗτος ἀκούσας τὴν λέξιν ταύτην ἐπαναλήφθη, μοῦ ἀπήντησε: — Πάψε βρὲ κλέφτη, ποῦ μιλᾶς καὶ σύ, ὅταν ἐγὼ ἐπέρασα... — Δὲν ἠθέλησα ἐγὼ νὰ κρατηθῶ καὶ ἠναγκάσθην νὰ τὸν ῥαπίσω. [214,1527,369,1634]
ad-text: Ζητοῦνται ἄνδρες καὶ γυναῖκες πρὸς ἐργασίαν ἐλαφρὰν εἰς μηχανήματα, προπάντων κόμματα 22 ἕως 24 δραχμὰς τῆς ἑβδομάδος. Σταδίου 33. [542,1382,772,1448]
price-label: Τράπεζα Ἀθηνῶν [34,919,120,931]
subhead: ΕΙΣ ΤΑ ΑΝΑΚΤΟΡΑ [399,512,506,524]
price-row [34,653,202,666]
price-label: Γαλλικὴ ῥέντα [34,857,110,868]
divider [542,1352,772,1353]
price-value: 202.— [169,508,202,520]
subhead: ΤΟ ΖΗΤΗΜΑ ΤΩΝ ΜΑΡΤΥΡΩΝ [571,688,743,699]
price-value: 98.75 [173,857,202,868]
divider [34,1544,202,1545]
price-value: 76.50 [173,371,202,382]
price-row [34,628,202,641]
